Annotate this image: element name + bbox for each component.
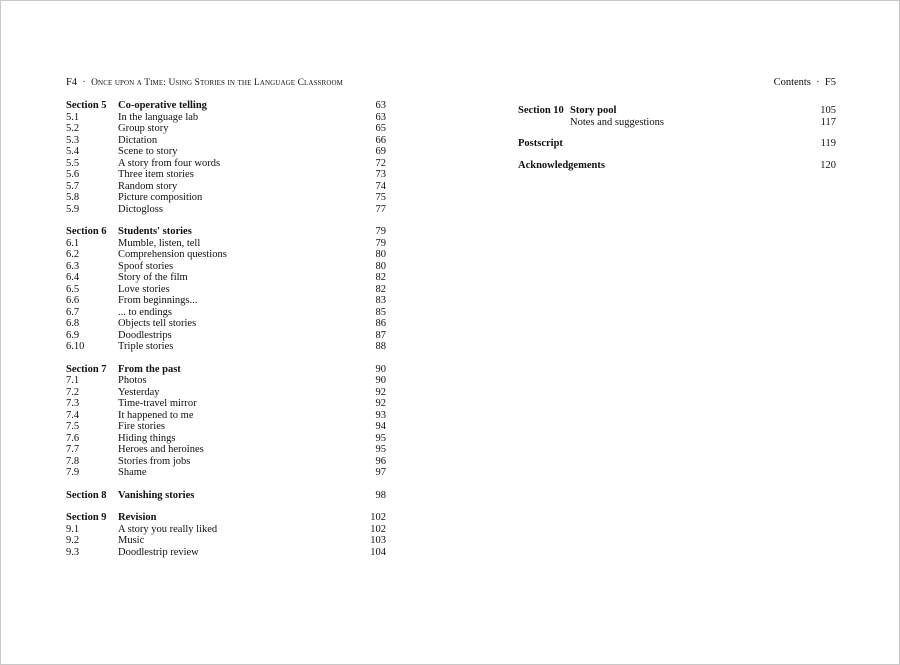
entry-title: Stories from jobs — [118, 455, 191, 467]
entry-page: 77 — [375, 203, 386, 215]
section-label: Section 9 — [66, 512, 107, 523]
entry-number: 5.5 — [66, 157, 80, 169]
entry-number: 7.8 — [66, 455, 80, 467]
entry-title: Photos — [118, 375, 147, 386]
section-label: Section 6 — [66, 226, 107, 237]
section-heading[interactable] — [66, 364, 386, 376]
entry-page: 83 — [375, 295, 386, 306]
entry-title: Hiding things — [118, 432, 176, 444]
postscript-page: 119 — [820, 138, 836, 149]
acknowledgements-entry[interactable] — [518, 160, 836, 172]
entry-title: Music — [118, 535, 145, 546]
toc-entry[interactable] — [66, 295, 386, 307]
entry-title: In the language lab — [118, 111, 199, 123]
entry-page: 95 — [375, 432, 386, 444]
entry-number: 6.9 — [66, 329, 80, 341]
entry-number: 6.1 — [66, 237, 80, 249]
section-group — [66, 512, 386, 558]
right-running-header — [774, 77, 836, 88]
toc-entry[interactable] — [66, 398, 386, 410]
entry-title: Picture composition — [118, 192, 203, 203]
entry-page: 65 — [375, 123, 386, 134]
entry-title: Spoof stories — [118, 260, 174, 272]
entry-page: 73 — [375, 169, 386, 180]
entry-number: 9.1 — [66, 523, 80, 535]
section-group — [66, 226, 386, 353]
entry-number: 7.7 — [66, 444, 80, 455]
entry-number: 7.6 — [66, 432, 80, 444]
toc-entry[interactable] — [66, 169, 386, 181]
toc-entry[interactable] — [66, 375, 386, 387]
section-group — [66, 490, 386, 502]
contents-right-column — [518, 105, 836, 181]
entry-number: 7.3 — [66, 398, 80, 409]
contents-left-column — [66, 100, 386, 569]
entry-number: 7.5 — [66, 421, 80, 432]
acknowledgements-title: Acknowledgements — [518, 159, 605, 171]
entry-number: 5.6 — [66, 169, 80, 180]
right-page-number: F5 — [824, 77, 836, 88]
entry-title: Fire stories — [118, 421, 165, 432]
toc-entry[interactable] — [66, 284, 386, 296]
entry-title: Love stories — [118, 283, 170, 295]
section-title: Revision — [118, 512, 157, 523]
entry-number: 7.4 — [66, 409, 80, 421]
entry-title: Scene to story — [118, 146, 178, 157]
toc-entry[interactable] — [66, 433, 386, 445]
entry-title: Three item stories — [118, 169, 194, 180]
entry-title: A story from four words — [118, 157, 221, 169]
entry-number: 6.8 — [66, 318, 80, 329]
toc-entry[interactable] — [66, 410, 386, 422]
entry-page: 104 — [370, 546, 386, 558]
acknowledgements-page: 120 — [820, 159, 836, 171]
section-title: Story pool — [570, 105, 617, 116]
toc-entry[interactable] — [66, 318, 386, 330]
section-heading[interactable] — [66, 490, 386, 502]
entry-number: 9.3 — [66, 546, 80, 558]
section-title: Co-operative telling — [118, 100, 207, 111]
entry-number: 6.5 — [66, 283, 80, 295]
entry-title: ... to endings — [118, 306, 172, 318]
left-page-number: F4 — [66, 77, 78, 88]
entry-page: 80 — [375, 260, 386, 272]
entry-title: Group story — [118, 123, 169, 134]
entry-number: 6.7 — [66, 306, 80, 318]
header-separator: · — [82, 77, 86, 88]
section-heading[interactable] — [66, 100, 386, 112]
entry-title: Random story — [118, 180, 178, 192]
entry-number: 6.2 — [66, 249, 80, 260]
toc-entry[interactable] — [66, 261, 386, 273]
entry-number: 7.2 — [66, 386, 80, 398]
contents-label: Contents — [773, 77, 811, 88]
postscript-title: Postscript — [518, 138, 563, 149]
entry-page: 82 — [375, 283, 386, 295]
section-label: Section 8 — [66, 489, 107, 501]
section-label: Section 5 — [66, 100, 107, 111]
entry-page: 74 — [375, 180, 386, 192]
toc-entry[interactable] — [66, 181, 386, 193]
entry-page: 87 — [375, 329, 386, 341]
toc-entry[interactable] — [66, 444, 386, 456]
entry-page: 79 — [375, 237, 386, 249]
section-heading[interactable] — [66, 512, 386, 524]
entry-title: Doodlestrips — [118, 329, 172, 341]
entry-page: 96 — [375, 455, 386, 467]
entry-number: 6.10 — [66, 341, 85, 352]
entry-title: Doodlestrip review — [118, 546, 199, 558]
entry-number: 5.1 — [66, 111, 80, 123]
entry-number: 7.1 — [66, 375, 80, 386]
entry-title: From beginnings... — [118, 295, 198, 306]
toc-entry[interactable] — [66, 341, 386, 353]
entry-number: 6.6 — [66, 295, 80, 306]
entry-title: Objects tell stories — [118, 318, 197, 329]
entry-page: 93 — [375, 409, 386, 421]
entry-page: 95 — [375, 444, 386, 455]
entry-page: 86 — [375, 318, 386, 329]
toc-entry[interactable] — [66, 146, 386, 158]
section-page: 102 — [370, 512, 386, 523]
entry-number: 9.2 — [66, 535, 80, 546]
toc-entry[interactable] — [66, 387, 386, 399]
entry-title: It happened to me — [118, 409, 194, 421]
book-title: Once upon a Time: Using Stories in the Language Classroom — [91, 78, 343, 88]
section-group — [66, 100, 386, 215]
entry-page: 75 — [375, 192, 386, 203]
toc-entry[interactable] — [66, 238, 386, 250]
left-running-header — [66, 77, 343, 88]
entry-title: Yesterday — [118, 386, 160, 398]
entry-number: 7.9 — [66, 467, 80, 478]
entry-title: Dictogloss — [118, 203, 163, 215]
toc-entry[interactable] — [66, 421, 386, 433]
toc-entry[interactable] — [66, 524, 386, 536]
toc-entry[interactable] — [66, 204, 386, 216]
toc-entry[interactable] — [66, 192, 386, 204]
section-heading[interactable] — [66, 226, 386, 238]
entry-title: Time-travel mirror — [118, 398, 197, 409]
toc-entry[interactable] — [66, 112, 386, 124]
toc-entry[interactable] — [66, 467, 386, 479]
section-page: 105 — [820, 105, 836, 116]
entry-title: Dictation — [118, 134, 158, 146]
entry-page: 88 — [375, 341, 386, 352]
entry-page: 66 — [375, 134, 386, 146]
entry-page: 82 — [375, 272, 386, 283]
toc-entry[interactable] — [66, 123, 386, 135]
entry-title: Mumble, listen, tell — [118, 237, 201, 249]
toc-entry[interactable] — [66, 272, 386, 284]
section-title: Students' stories — [118, 226, 192, 237]
toc-entry[interactable] — [66, 547, 386, 559]
entry-title: Story of the film — [118, 272, 188, 283]
toc-entry[interactable] — [66, 135, 386, 147]
entry-title: Comprehension questions — [118, 249, 227, 260]
section-group — [66, 364, 386, 479]
section-title: From the past — [118, 363, 181, 375]
section-page: 98 — [375, 489, 386, 501]
entry-page: 117 — [820, 116, 836, 128]
entry-page: 85 — [375, 306, 386, 318]
entry-number: 5.4 — [66, 146, 80, 157]
toc-entry[interactable] — [66, 330, 386, 342]
toc-entry[interactable] — [66, 456, 386, 468]
entry-number: 5.9 — [66, 203, 80, 215]
entry-page: 63 — [375, 111, 386, 123]
entry-title: Shame — [118, 467, 147, 478]
postscript-entry[interactable] — [518, 138, 836, 150]
entry-page: 92 — [375, 398, 386, 409]
section-page: 90 — [375, 363, 386, 375]
section-10-group — [518, 105, 836, 128]
toc-entry[interactable] — [66, 307, 386, 319]
entry-number: 5.7 — [66, 180, 80, 192]
entry-page: 80 — [375, 249, 386, 260]
entry-page: 90 — [375, 375, 386, 386]
entry-title: Notes and suggestions — [570, 116, 664, 128]
entry-number: 5.8 — [66, 192, 80, 203]
entry-number: 6.4 — [66, 272, 80, 283]
section-page: 63 — [375, 100, 386, 111]
entry-page: 92 — [375, 386, 386, 398]
section-10-heading[interactable] — [518, 105, 836, 117]
toc-entry[interactable] — [66, 158, 386, 170]
toc-entry[interactable] — [66, 535, 386, 547]
entry-page: 103 — [370, 535, 386, 546]
section-label: Section 10 — [518, 105, 564, 116]
entry-title: Heroes and heroines — [118, 444, 204, 455]
entry-title: Triple stories — [118, 341, 174, 352]
section-label: Section 7 — [66, 363, 107, 375]
toc-entry[interactable] — [66, 249, 386, 261]
toc-entry[interactable] — [518, 117, 836, 129]
header-separator-right: · — [816, 77, 820, 88]
entry-page: 94 — [375, 421, 386, 432]
section-page: 79 — [375, 226, 386, 237]
entry-title: A story you really liked — [118, 523, 218, 535]
entry-page: 69 — [375, 146, 386, 157]
entry-page: 72 — [375, 157, 386, 169]
entry-page: 102 — [370, 523, 386, 535]
entry-number: 5.3 — [66, 134, 80, 146]
section-title: Vanishing stories — [118, 489, 195, 501]
entry-number: 6.3 — [66, 260, 80, 272]
entry-page: 97 — [375, 467, 386, 478]
entry-number: 5.2 — [66, 123, 80, 134]
